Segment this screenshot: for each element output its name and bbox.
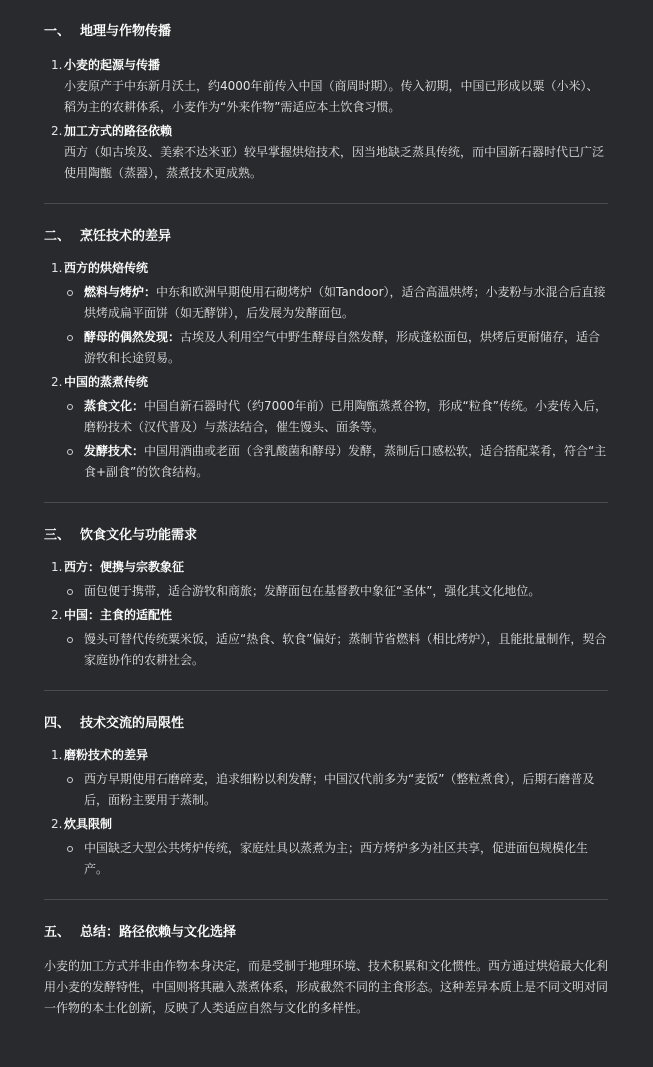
bullet-item [64,769,608,811]
item-number: 1. [51,560,63,574]
item-number: 2. [51,124,63,138]
numbered-list [44,745,608,880]
list-item [44,745,608,811]
section-4 [44,691,608,880]
bullet-text: 中国缺乏大型公共烤炉传统，家庭灶具以蒸煮为主；西方烤炉多为社区共享，促进面包规模化生产。 [84,841,589,876]
section-heading [44,923,608,943]
bullet-list [64,396,608,483]
bullet-text: 中国自新石器时代（约7000年前）已用陶甑蒸煮谷物，形成“粒食”传统。小麦传入后，磨粉技术（汉代普及）与蒸法结合，催生馒头、面条等。 [84,399,607,434]
numbered-list [44,258,608,483]
bullet-item [64,838,608,880]
section-title: 总结：路径依赖与文化选择 [80,925,237,940]
item-number: 2. [51,375,63,389]
item-number: 2. [51,608,63,622]
list-item [44,372,608,483]
numbered-list [44,557,608,671]
section-5 [44,900,608,1019]
list-item [44,605,608,671]
section-heading [44,714,608,734]
section-number: 四、 [44,716,71,731]
list-item [44,55,608,118]
section-title: 饮食文化与功能需求 [80,528,198,543]
numbered-list [44,55,608,184]
section-heading [44,526,608,546]
list-item [44,814,608,880]
bullet-item [64,327,608,369]
bullet-label: 酵母的偶然发现： [84,330,181,344]
bullet-text: 面包便于携带，适合游牧和商旅；发酵面包在基督教中象征“圣体”，强化其文化地位。 [84,584,541,598]
item-title: 西方：便携与宗教象征 [64,560,185,574]
bullet-item [64,629,608,671]
item-title: 中国：主食的适配性 [64,608,173,622]
item-number: 2. [51,817,63,831]
bullet-list [64,838,608,880]
bullet-list [64,282,608,369]
bullet-text: 中东和欧洲早期使用石砌烤炉（如Tandoor），适合高温烘烤；小麦粉与水混合后直接烘烤成扁平面饼（如无酵饼），后发展为发酵面包。 [84,285,606,320]
item-title: 小麦的起源与传播 [64,58,161,72]
list-item [44,121,608,184]
bullet-list [64,581,608,602]
section-number: 一、 [44,24,71,39]
item-title: 中国的蒸煮传统 [64,375,149,389]
bullet-item [64,282,608,324]
bullet-text: 馒头可替代传统粟米饭，适应“热食、软食”偏好；蒸制节省燃料（相比烤炉），且能批量制作，契合家庭协作的农耕社会。 [84,632,607,667]
bullet-text: 中国用酒曲或老面（含乳酸菌和酵母）发酵，蒸制后口感松软，适合搭配菜肴，符合“主食+副食”的饮食结构。 [84,444,607,479]
item-text: 小麦原产于中东新月沃土，约4000年前传入中国（商周时期）。传入初期，中国已形成以粟（小米）、稻为主的农耕体系，小麦作为“外来作物”需适应本土饮食习惯。 [64,79,599,114]
bullet-item [64,581,608,602]
item-title: 炊具限制 [64,817,113,831]
bullet-label: 蒸食文化： [84,399,145,413]
list-item [44,258,608,369]
bullet-text: 古埃及人利用空气中野生酵母自然发酵，形成蓬松面包，烘烤后更耐储存，适合游牧和长途贸易。 [84,330,601,365]
section-3 [44,503,608,671]
bullet-list [64,769,608,811]
item-title: 加工方式的路径依赖 [64,124,173,138]
section-title: 烹饪技术的差异 [80,229,172,244]
item-title: 西方的烘焙传统 [64,261,149,275]
section-number: 五、 [44,925,71,940]
bullet-item [64,396,608,438]
section-heading [44,227,608,247]
section-title: 技术交流的局限性 [80,716,185,731]
item-title: 磨粉技术的差异 [64,748,149,762]
list-item [44,557,608,602]
item-number: 1. [51,58,63,72]
bullet-label: 燃料与烤炉： [84,285,157,299]
bullet-text: 西方早期使用石磨碎麦，追求细粉以利发酵；中国汉代前多为“麦饭”（整粒煮食），后期石磨普及后，面粉主要用于蒸制。 [84,772,595,807]
section-number: 三、 [44,528,71,543]
section-title: 地理与作物传播 [80,24,172,39]
item-number: 1. [51,748,63,762]
bullet-item [64,441,608,483]
item-number: 1. [51,261,63,275]
bullet-list [64,629,608,671]
section-1 [44,0,608,184]
item-text: 西方（如古埃及、美索不达米亚）较早掌握烘焙技术，因当地缺乏蒸具传统，而中国新石器时代已广泛使用陶甑（蒸器），蒸煮技术更成熟。 [64,145,605,180]
bullet-label: 发酵技术： [84,444,145,458]
section-heading [44,22,608,42]
summary-paragraph: 小麦的加工方式并非由作物本身决定，而是受制于地理环境、技术积累和文化惯性。西方通过烘焙最大化利用小麦的发酵特性，中国则将其融入蒸煮体系，形成截然不同的主食形态。这种差异本质上是不同文明对同一作物的本土化创新，反映了人类适应自然与文化的多样性。 [44,959,609,1015]
section-number: 二、 [44,229,71,244]
section-2 [44,204,608,483]
